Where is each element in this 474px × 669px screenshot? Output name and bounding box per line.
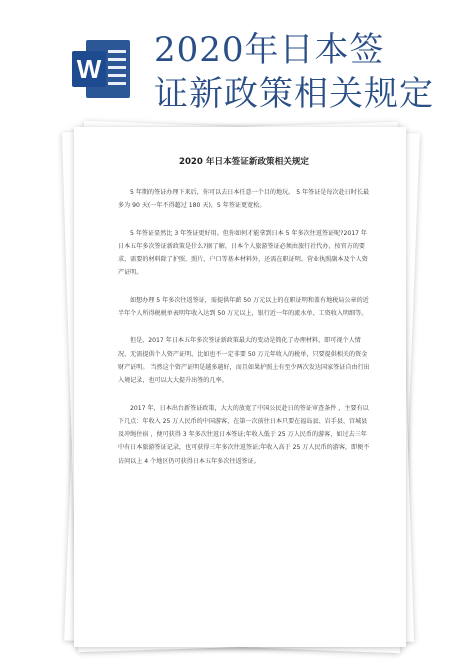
- document-paragraph: 5 年签证显然比 3 年签证更好用。但你如何才能拿到日本 5 年多次往返签证呢?2017 年日本五年多次签证新政策是什么?据了解，日本个人旅游签证必须由旅行社代办，按官方的要求，需要的材料除了护照、照片、户口等基本材料外，还需在职证明、营业执照副本及个人资产证明。: [118, 229, 368, 277]
- document-page[interactable]: [74, 127, 406, 647]
- document-paragraph: 5 年期的签证办理下来后，你可以去日本任意一个目的地玩。 5 年签证是每次赴日时长最多为 90 天(一年不得超过 180 天)，5 年签证更宽松。: [118, 189, 370, 210]
- header-banner: [0, 0, 474, 128]
- banner-title: [154, 28, 464, 116]
- document-title: 2020 年日本签证新政策相关规定: [178, 157, 310, 167]
- document-paragraph: 但是，2017 年日本五年多次签证新政策最大的变动是简化了办理材料，即可视个人情况，无需提供个人资产证明，比如也不一定非要 50 万元年收入的税单，只要提供相关的资金财产证明。 当然这个资产证明是越多越好，而且如果护照上有至少两次发达国家签证自由行出入境记录，也可以大大提升出签的几率。: [118, 337, 370, 385]
- word-document-icon: [72, 40, 130, 98]
- document-paragraph: 如想办理 5 年多次往返签证，需提供年薪 50 万元以上的在职证明和盖有地税局公章的近半年个人所得税税单表明年收入达到 50 万元以上，银行近一年的流水单、工资收入明细等。: [118, 296, 369, 318]
- banner-title-line-2: 证新政策相关规定: [154, 74, 434, 114]
- word-letter-tile: W: [72, 51, 106, 87]
- document-body: [118, 155, 370, 482]
- document-paragraph: 2017 年，日本出台新签证政策，大大的放宽了中国公民赴日的签证审查条件 ，主要有以下几点：年收入 25 万人民币的中国游客，在第一次前往日本只要在福岛县、岩手县、宫城县及冲绳住宿 ，便可获得 3 年多次往返日本签证;年收入低于 25 万人民币的游客，如过去三年中有日本旅游签证记录，也可获得三年多次往返签证;年收入高于 25 万人民币的游客，即便不访问以上 4 个地区仍可获得日本五年多次往返签证。: [118, 404, 370, 465]
- banner-title-line-1: 2020年日本签: [154, 30, 385, 70]
